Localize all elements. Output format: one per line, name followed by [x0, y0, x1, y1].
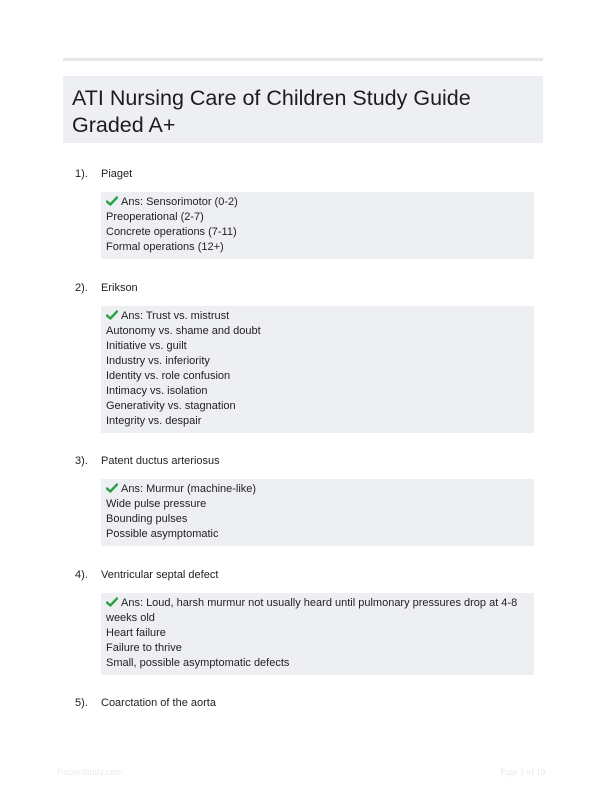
answer-line-primary	[106, 309, 528, 324]
question-prompt: Ventricular septal defect	[101, 569, 219, 581]
answer-line: Wide pulse pressure	[106, 498, 207, 510]
page-number: Page 1 of 19	[500, 767, 546, 777]
answer-line: Concrete operations (7-11)	[106, 226, 237, 238]
answer-box	[101, 593, 534, 675]
answer-box	[101, 306, 534, 433]
answer-line: Generativity vs. stagnation	[106, 400, 236, 412]
question-prompt: Erikson	[101, 282, 138, 294]
answer-line: Small, possible asymptomatic defects	[106, 657, 290, 669]
checkmark-icon	[106, 310, 118, 320]
answer-line: Bounding pulses	[106, 513, 188, 525]
answer-line: Intimacy vs. isolation	[106, 385, 208, 397]
answer-text: Ans: Trust vs. mistrust	[121, 310, 230, 322]
title-banner	[63, 76, 543, 143]
answer-text: Ans: Sensorimotor (0-2)	[121, 196, 238, 208]
checkmark-icon	[106, 196, 118, 206]
answer-line-primary	[106, 596, 528, 626]
answer-line-primary	[106, 482, 528, 497]
checkmark-icon	[106, 597, 118, 607]
answer-line: Formal operations (12+)	[106, 241, 224, 253]
answer-text: Ans: Loud, harsh murmur not usually heard until pulmonary pressures drop at 4-8 weeks old	[106, 597, 518, 624]
answer-line: Initiative vs. guilt	[106, 340, 187, 352]
answer-line: Heart failure	[106, 627, 166, 639]
question-prompt: Patent ductus arteriosus	[101, 455, 220, 467]
footer-watermark: PaperStudy.com	[57, 767, 123, 777]
question-number: 5).	[75, 697, 88, 709]
question-number: 3).	[75, 455, 88, 467]
answer-line: Industry vs. inferiority	[106, 355, 210, 367]
answer-line: Failure to thrive	[106, 642, 182, 654]
answer-line: Identity vs. role confusion	[106, 370, 231, 382]
answer-box	[101, 192, 534, 259]
top-divider	[63, 58, 543, 61]
answer-line-primary	[106, 195, 528, 210]
answer-text: Ans: Murmur (machine-like)	[121, 483, 257, 495]
question-number: 4).	[75, 569, 88, 581]
question-number: 2).	[75, 282, 88, 294]
question-prompt: Piaget	[101, 168, 133, 180]
question-prompt: Coarctation of the aorta	[101, 697, 216, 709]
answer-line: Autonomy vs. shame and doubt	[106, 325, 261, 337]
checkmark-icon	[106, 483, 118, 493]
answer-box	[101, 479, 534, 546]
question-item-1	[75, 166, 535, 259]
question-item-4	[75, 567, 535, 675]
question-item-3	[75, 453, 535, 546]
answer-line: Integrity vs. despair	[106, 415, 202, 427]
answer-line: Possible asymptomatic	[106, 528, 219, 540]
question-item-2	[75, 280, 535, 433]
question-number: 1).	[75, 168, 88, 180]
question-item-5	[75, 695, 535, 711]
document-title: ATI Nursing Care of Children Study Guide Graded A+	[72, 86, 471, 137]
answer-line: Preoperational (2-7)	[106, 211, 204, 223]
